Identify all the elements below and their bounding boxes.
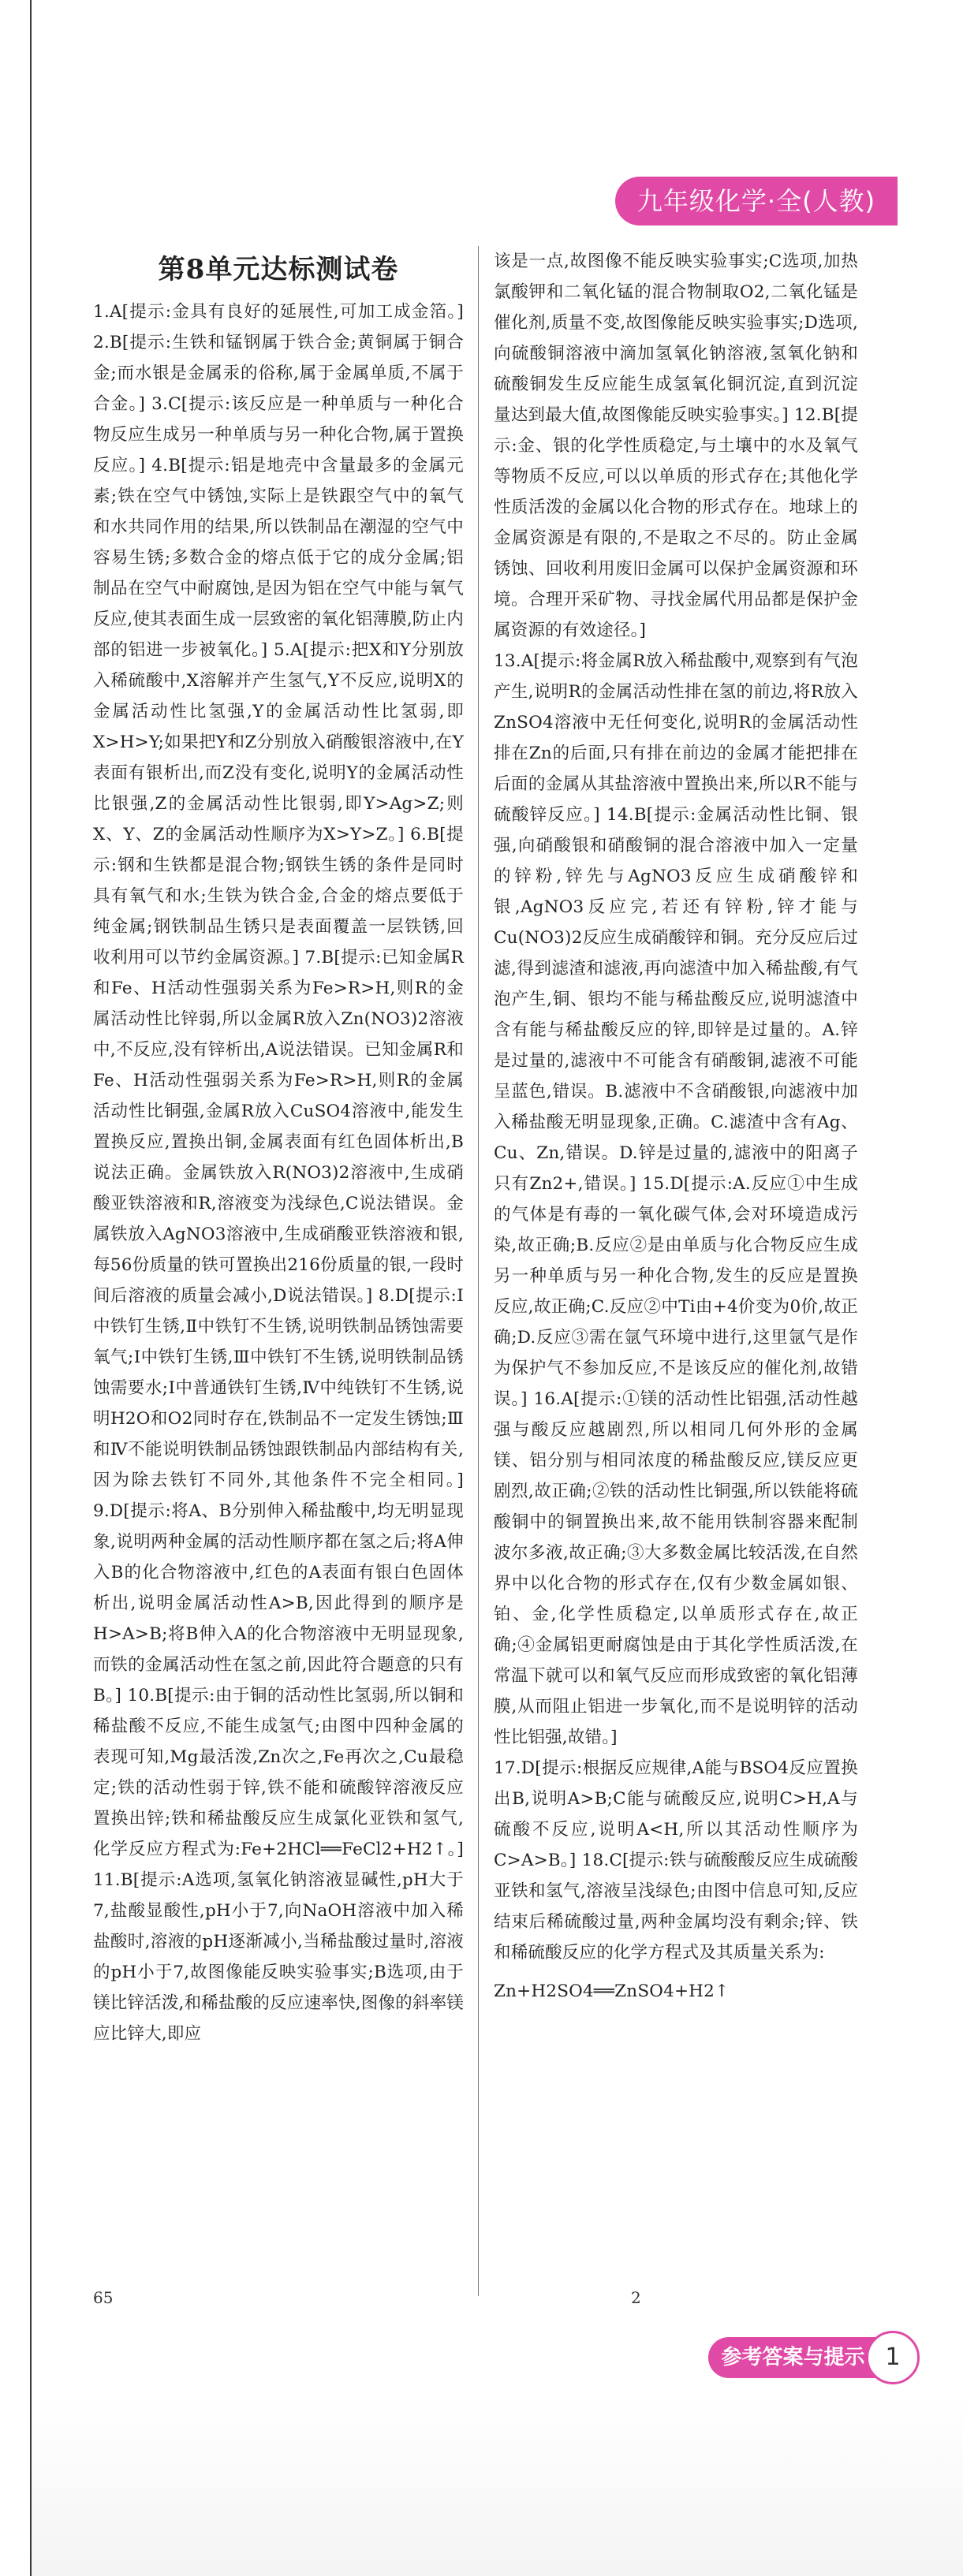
left-column (93, 246, 464, 2049)
answer-paragraph: 17.D[提示:根据反应规律,A能与BSO4反应置换出B,说明A>B;C能与硫酸反应,说明C>H,A与硫酸不反应,说明A<H,所以其活动性顺序为C>A>B。] 18.C[提示:铁与硫酸酸反应生成硫酸亚铁和氢气,溶液呈浅绿色;由图中信息可知,反应结束后稀硫酸过量,两种金属均没有剩余;锌、铁和稀硫酸反应的化学方程式及其质量关系为: (494, 1758, 858, 1963)
book-spine-line (30, 0, 32, 2576)
chemical-equation: Zn+H2SO4══ZnSO4+H2↑ (494, 1981, 730, 2001)
footer-badge: 参考答案与提示 (708, 2337, 878, 2378)
page-number-mid: 2 (631, 2288, 641, 2307)
answer-paragraph: 13.A[提示:将金属R放入稀盐酸中,观察到有气泡产生,说明R的金属活动性排在氢的前边,将R放入ZnSO4溶液中无任何变化,说明R的金属活动性排在Zn的后面,只有排在前边的金属才能把排在后面的金属从其盐溶液中置换出来,所以R不能与硫酸锌反应。] 14.B[提示:金属活动性比铜、银强,向硝酸银和硝酸铜的混合溶液中加入一定量的锌粉,锌先与AgNO3反应生成硝酸锌和银,AgNO3反应完,若还有锌粉,锌才能与Cu(NO3)2反应生成硝酸锌和铜。充分反应后过滤,得到滤渣和滤液,再向滤渣中加入稀盐酸,有气泡产生,铜、银均不能与稀盐酸反应,说明滤渣中含有能与稀盐酸反应的锌,即锌是过量的。A.锌是过量的,滤液中不可能含有硝酸铜,滤液不可能呈蓝色,错误。B.滤液中不含硝酸银,向滤液中加入稀盐酸无明显现象,正确。C.滤渣中含有Ag、Cu、Zn,错误。D.锌是过量的,滤液中的阳离子只有Zn2+,错误。] 15.D[提示:A.反应①中生成的气体是有毒的一氧化碳气体,会对环境造成污染,故正确;B.反应②是由单质与化合物反应生成另一种单质与另一种化合物,发生的反应是置换反应,故正确;C.反应②中Ti由+4价变为0价,故正确;D.反应③需在氩气环境中进行,这里氩气是作为保护气不参加反应,不是该反应的催化剂,故错误。] 16.A[提示:①镁的活动性比铝强,活动性越强与酸反应越剧烈,所以相同几何外形的金属镁、铝分别与相同浓度的稀盐酸反应,镁反应更剧烈,故正确;②铁的活动性比铜强,所以铁能将硫酸铜中的铜置换出来,故不能用铁制容器来配制波尔多液,故正确;③大多数金属比较活泼,在自然界中以化合物的形式存在,仅有少数金属如银、铂、金,化学性质稳定,以单质形式存在,故正确;④金属铝更耐腐蚀是由于其化学性质活泼,在常温下就可以和氧气反应而形成致密的氧化铝薄膜,从而阻止铝进一步氧化,而不是说明锌的活动性比铝强,故错。] (494, 651, 858, 1747)
footer-page-number: 1 (866, 2331, 920, 2384)
answer-paragraph: 1.A[提示:金具有良好的延展性,可加工成金箔。] 2.B[提示:生铁和锰钢属于铁合金;黄铜属于铜合金;而水银是金属汞的俗称,属于金属单质,不属于合金。] 3.C[提示:该反应是一种单质与一种化合物反应生成另一种单质与另一种化合物,属于置换反应。] 4.B[提示:铝是地壳中含量最多的金属元素;铁在空气中锈蚀,实际上是铁跟空气中的氧气和水共同作用的结果,所以铁制品在潮湿的空气中容易生锈;多数合金的熔点低于它的成分金属;铝制品在空气中耐腐蚀,是因为铝在空气中能与氧气反应,使其表面生成一层致密的氧化铝薄膜,防止内部的铝进一步被氧化。] 5.A[提示:把X和Y分别放入稀硫酸中,X溶解并产生氢气,Y不反应,说明X的金属活动性比氢强,Y的金属活动性比氢弱,即X>H>Y;如果把Y和Z分别放入硝酸银溶液中,在Y表面有银析出,而Z没有变化,说明Y的金属活动性比银强,Z的金属活动性比银弱,即Y>Ag>Z;则X、Y、Z的金属活动性顺序为X>Y>Z。] 6.B[提示:钢和生铁都是混合物;钢铁生锈的条件是同时具有氧气和水;生铁为铁合金,合金的熔点要低于纯金属;钢铁制品生锈只是表面覆盖一层铁锈,回收利用可以节约金属资源。] 7.B[提示:已知金属R和Fe、H活动性强弱关系为Fe>R>H,则R的金属活动性比锌弱,所以金属R放入Zn(NO3)2溶液中,不反应,没有锌析出,A说法错误。已知金属R和Fe、H活动性强弱关系为Fe>R>H,则R的金属活动性比铜强,金属R放入CuSO4溶液中,能发生置换反应,置换出铜,金属表面有红色固体析出,B说法正确。金属铁放入R(NO3)2溶液中,生成硝酸亚铁溶液和R,溶液变为浅绿色,C说法错误。金属铁放入AgNO3溶液中,生成硝酸亚铁溶液和银,每56份质量的铁可置换出216份质量的银,一段时间后溶液的质量会减小,D说法错误。] 8.D[提示:Ⅰ中铁钉生锈,Ⅱ中铁钉不生锈,说明铁制品锈蚀需要氧气;Ⅰ中铁钉生锈,Ⅲ中铁钉不生锈,说明铁制品锈蚀需要水;Ⅰ中普通铁钉生锈,Ⅳ中纯铁钉不生锈,说明H2O和O2同时存在,铁制品不一定发生锈蚀;Ⅲ和Ⅳ不能说明铁制品锈蚀跟铁制品内部结构有关,因为除去铁钉不同外,其他条件不完全相同。] 9.D[提示:将A、B分别伸入稀盐酸中,均无明显现象,说明两种金属的活动性顺序都在氢之后;将A伸入B的化合物溶液中,红色的A表面有银白色固体析出,说明金属活动性A>B,因此得到的顺序是H>A>B;将B伸入A的化合物溶液中无明显现象,而铁的金属活动性在氢之前,因此符合题意的只有B。] 10.B[提示:由于铜的活动性比氢弱,所以铜和稀盐酸不反应,不能生成氢气;由图中四种金属的表现可知,Mg最活泼,Zn次之,Fe再次之,Cu最稳定;铁的活动性弱于锌,铁不能和硫酸锌溶液反应置换出锌;铁和稀盐酸反应生成氯化亚铁和氢气,化学反应方程式为:Fe+2HCl══FeCl2+H2↑。] 11.B[提示:A选项,氢氧化钠溶液显碱性,pH大于7,盐酸显酸性,pH小于7,向NaOH溶液中加入稀盐酸时,溶液的pH逐渐减小,当稀盐酸过量时,溶液的pH小于7,故图像能反映实验事实;B选项,由于镁比锌活泼,和稀盐酸的反应速率快,图像的斜率镁应比锌大,即应 (93, 302, 464, 2044)
column-divider (478, 246, 479, 2296)
scan-margin (32, 2397, 963, 2576)
page-title: 第8单元达标测试卷 (158, 254, 399, 285)
header-badge: 九年级化学·全(人教) (615, 177, 898, 226)
answer-paragraph: 该是一点,故图像不能反映实验事实;C选项,加热氯酸钾和二氧化锰的混合物制取O2,二氧化锰是催化剂,质量不变,故图像能反映实验事实;D选项,向硫酸铜溶液中滴加氢氧化钠溶液,氢氧化钠和硫酸铜发生反应能生成氢氧化铜沉淀,直到沉淀量达到最大值,故图像能反映实验事实。] 12.B[提示:金、银的化学性质稳定,与土壤中的水及氧气等物质不反应,可以以单质的形式存在;其他化学性质活泼的金属以化合物的形式存在。地球上的金属资源是有限的,不是取之不尽的。防止金属锈蚀、回收利用废旧金属可以保护金属资源和环境。合理开采矿物、寻找金属代用品都是保护金属资源的有效途径。] (494, 252, 858, 640)
right-column (494, 246, 858, 2007)
page-number-left: 65 (93, 2288, 114, 2307)
